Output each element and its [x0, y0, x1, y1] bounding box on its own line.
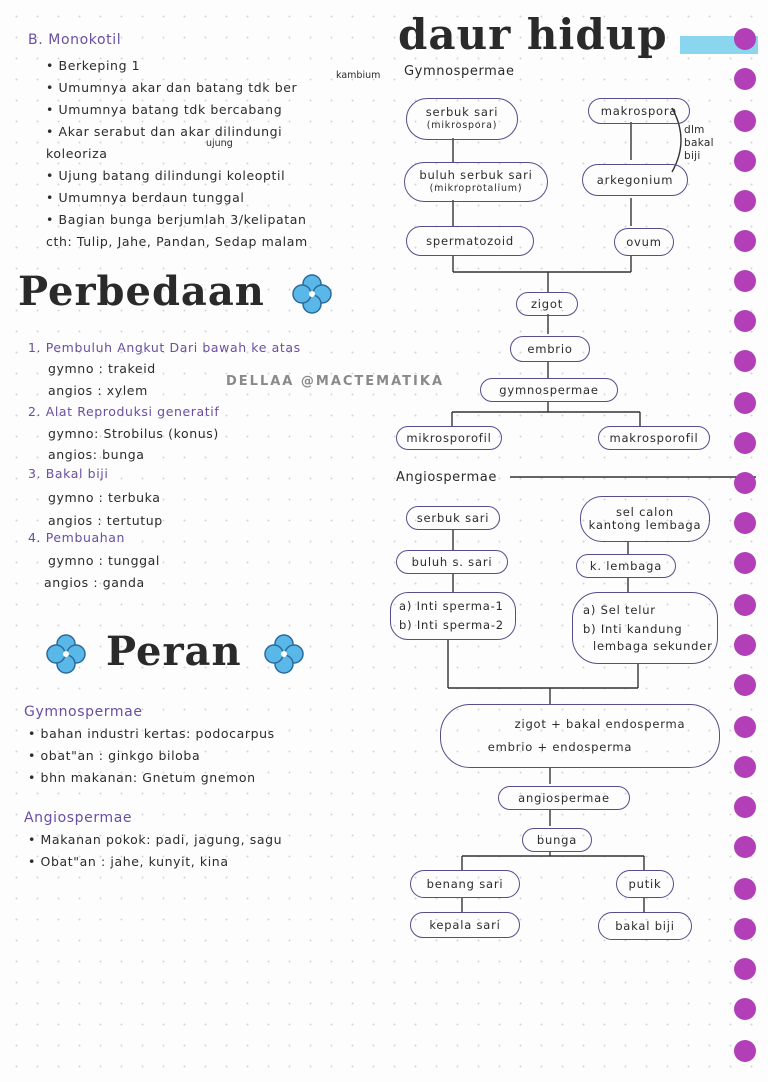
peran-gymno-heading: Gymnospermae	[24, 704, 143, 720]
node-bakal-biji	[598, 912, 692, 940]
node-label: ovum	[626, 234, 662, 249]
node-sublabel: (mikroprotalium)	[429, 183, 523, 194]
binder-hole	[734, 594, 756, 616]
node-ovum	[614, 228, 674, 256]
binder-hole	[734, 796, 756, 818]
node-label: sel calon	[615, 505, 674, 519]
monokotil-item: • Akar serabut dan akar dilindungi	[46, 124, 283, 139]
monokotil-item: • Umumnya batang tdk bercabang	[46, 102, 283, 117]
binder-hole	[734, 756, 756, 778]
binder-hole	[734, 512, 756, 534]
perbedaan-item: gymno : trakeid	[48, 361, 156, 376]
binder-hole	[734, 432, 756, 454]
ujung-note: ujung	[206, 138, 233, 149]
binder-hole	[734, 110, 756, 132]
gymno-label: Gymnospermae	[404, 64, 515, 79]
perbedaan-item: gymno : terbuka	[48, 490, 161, 505]
binder-hole	[734, 310, 756, 332]
node-label: embrio + endosperma	[487, 740, 633, 754]
binder-hole	[734, 190, 756, 212]
binder-hole	[734, 878, 756, 900]
node-label: gymnospermae	[499, 382, 599, 397]
node-putik	[616, 870, 674, 898]
monokotil-item: • Umumnya akar dan batang tdk ber	[46, 80, 298, 95]
node-label: serbuk sari	[416, 510, 490, 525]
monokotil-item: koleoriza	[46, 146, 108, 161]
binder-hole	[734, 674, 756, 696]
perbedaan-item: gymno: Strobilus (konus)	[48, 426, 219, 441]
binder-hole	[734, 150, 756, 172]
node-label: a) Inti sperma-1	[399, 599, 504, 613]
node-arkegonium	[582, 164, 688, 196]
node-sel-telur	[572, 592, 718, 664]
node-buluh-serbuk-sari	[404, 162, 548, 202]
binder-hole	[734, 958, 756, 980]
node-label: putik	[628, 876, 662, 891]
watermark: DELLAA @MACTEMATIKA	[226, 374, 445, 389]
binder-hole	[734, 552, 756, 574]
node-makrosporofil	[598, 426, 710, 450]
binder-hole	[734, 472, 756, 494]
angio-label: Angiospermae	[396, 470, 497, 485]
node-label: kepala sari	[429, 917, 501, 932]
node-label: zigot + bakal endosperma	[514, 717, 686, 731]
binder-hole	[734, 350, 756, 372]
node-zigot-endosperma	[440, 704, 720, 768]
node-inti-sperma	[390, 592, 516, 640]
node-benang-sari	[410, 870, 520, 898]
peran-gymno-item: • bahan industri kertas: podocarpus	[28, 726, 275, 741]
perbedaan-item: gymno : tunggal	[48, 553, 160, 568]
node-spermatozoid	[406, 226, 534, 256]
dlm-note: dlm bakal biji	[684, 124, 714, 162]
node-sublabel: (mikrospora)	[426, 120, 498, 131]
peran-angio-heading: Angiospermae	[24, 810, 133, 826]
monokotil-item: • Berkeping 1	[46, 58, 141, 73]
node-mikrosporofil	[396, 426, 502, 450]
node-label: benang sari	[426, 876, 504, 891]
node-label: b) Inti sperma-2	[399, 618, 504, 632]
node-kepala-sari	[410, 912, 520, 938]
node-angiospermae	[498, 786, 630, 810]
node-serbuk-sari-angio	[406, 506, 500, 530]
node-label: a) Sel telur	[583, 602, 656, 617]
node-sublabel: kantong lembaga	[588, 518, 702, 532]
binder-hole	[734, 836, 756, 858]
node-label: angiospermae	[518, 790, 610, 805]
binder-hole	[734, 28, 756, 50]
node-makrospora	[588, 98, 690, 124]
monokotil-heading: B. Monokotil	[28, 32, 122, 48]
binder-hole	[734, 918, 756, 940]
node-label: mikrosporofil	[406, 430, 492, 445]
node-label: embrio	[527, 341, 573, 356]
perbedaan-item: angios : xylem	[48, 383, 148, 398]
node-k-lembaga	[576, 554, 676, 578]
perbedaan-item: angios: bunga	[48, 447, 145, 462]
perbedaan-item: angios : tertutup	[48, 513, 163, 528]
binder-hole	[734, 68, 756, 90]
binder-hole	[734, 230, 756, 252]
peran-title: Peran	[106, 628, 242, 675]
node-label: bunga	[536, 832, 578, 847]
monokotil-item: • Umumnya berdaun tunggal	[46, 190, 245, 205]
node-sel-calon	[580, 496, 710, 542]
node-serbuk-sari	[406, 98, 518, 140]
node-buluh-s-sari	[396, 550, 508, 574]
peran-gymno-item: • obat"an : ginkgo biloba	[28, 748, 201, 763]
daur-title: daur hidup	[398, 10, 668, 59]
node-label: arkegonium	[596, 172, 674, 187]
node-label: buluh serbuk sari	[419, 168, 533, 182]
binder-hole	[734, 716, 756, 738]
binder-hole	[734, 998, 756, 1020]
peran-angio-item: • Makanan pokok: padi, jagung, sagu	[28, 832, 283, 847]
node-gymnospermae	[480, 378, 618, 402]
monokotil-item: • Ujung batang dilindungi koleoptil	[46, 168, 286, 183]
node-label: bakal biji	[615, 918, 675, 933]
node-embrio	[510, 336, 590, 362]
perbedaan-title: Perbedaan	[18, 268, 265, 315]
node-label: serbuk sari	[425, 105, 499, 119]
perbedaan-item: 2. Alat Reproduksi generatif	[28, 404, 220, 419]
perbedaan-item: angios : ganda	[44, 575, 145, 590]
peran-gymno-item: • bhn makanan: Gnetum gnemon	[28, 770, 256, 785]
perbedaan-item: 1. Pembuluh Angkut Dari bawah ke atas	[28, 340, 301, 355]
monokotil-item: • Bagian bunga berjumlah 3/kelipatan	[46, 212, 307, 227]
node-label: b) Inti kandung	[583, 621, 683, 636]
node-label: lembaga sekunder	[593, 638, 713, 653]
monokotil-item: cth: Tulip, Jahe, Pandan, Sedap malam	[46, 234, 308, 249]
node-zigot	[516, 292, 578, 316]
node-label: k. lembaga	[589, 558, 663, 573]
node-label: spermatozoid	[426, 233, 514, 248]
node-label: makrospora	[600, 103, 678, 118]
binder-hole	[734, 1040, 756, 1062]
node-label: makrosporofil	[609, 430, 699, 445]
binder-hole	[734, 270, 756, 292]
node-label: zigot	[530, 296, 564, 311]
perbedaan-item: 4. Pembuahan	[28, 530, 126, 545]
kambium-note: kambium	[336, 70, 381, 81]
peran-angio-item: • Obat"an : jahe, kunyit, kina	[28, 854, 229, 869]
node-bunga	[522, 828, 592, 852]
node-label: buluh s. sari	[411, 554, 493, 569]
binder-hole	[734, 634, 756, 656]
perbedaan-item: 3. Bakal biji	[28, 466, 109, 481]
binder-hole	[734, 392, 756, 414]
